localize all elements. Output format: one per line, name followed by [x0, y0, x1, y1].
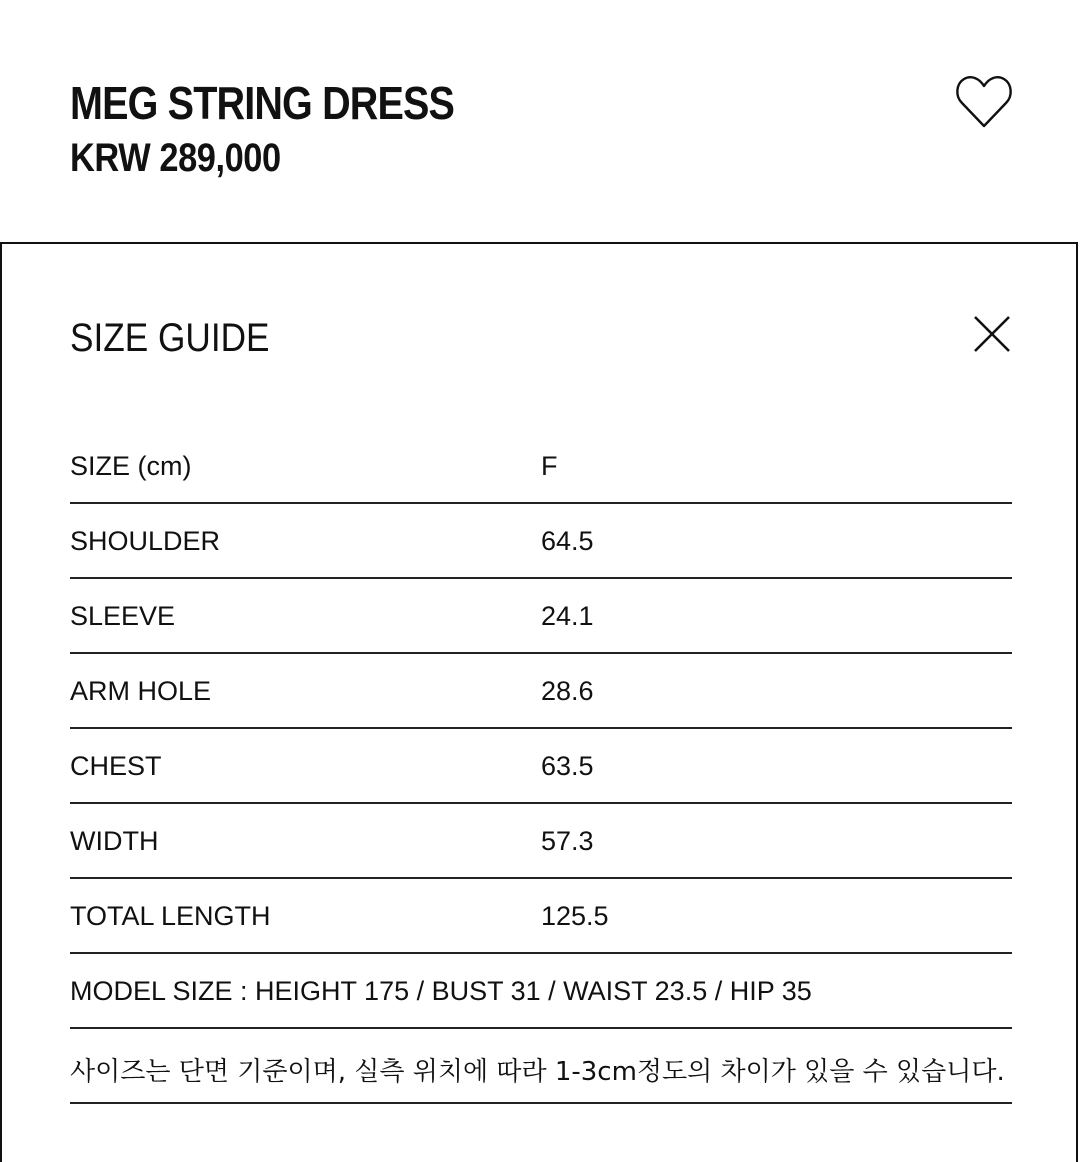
row-value: 28.6	[541, 676, 594, 706]
row-value: 64.5	[541, 526, 594, 556]
row-label: WIDTH	[70, 826, 159, 856]
row-value: 57.3	[541, 826, 594, 856]
size-row-width	[70, 804, 1012, 879]
row-label: TOTAL LENGTH	[70, 901, 271, 931]
size-row-arm-hole	[70, 654, 1012, 729]
model-size-row	[70, 954, 1012, 1029]
product-name: MEG STRING DRESS	[70, 77, 455, 129]
row-label: CHEST	[70, 751, 162, 781]
size-header-label: SIZE (cm)	[70, 451, 192, 481]
heart-outline-icon	[954, 72, 1014, 132]
product-price: KRW 289,000	[70, 136, 281, 180]
row-label: SHOULDER	[70, 526, 221, 556]
size-row-shoulder	[70, 504, 1012, 579]
row-value: 24.1	[541, 601, 594, 631]
row-label: ARM HOLE	[70, 676, 212, 706]
size-row-total-length	[70, 879, 1012, 954]
size-guide-panel	[0, 242, 1078, 1162]
size-table-header	[70, 429, 1012, 504]
size-header-value: F	[541, 451, 558, 481]
close-icon	[972, 314, 1012, 354]
product-header	[0, 0, 1080, 242]
row-label: SLEEVE	[70, 601, 176, 631]
size-row-sleeve	[70, 579, 1012, 654]
size-table	[70, 429, 1012, 1104]
size-note-row	[70, 1029, 1012, 1104]
row-value: 125.5	[541, 901, 609, 931]
model-size-text: MODEL SIZE : HEIGHT 175 / BUST 31 / WAIST 23.5 / HIP 35	[70, 976, 812, 1006]
row-value: 63.5	[541, 751, 594, 781]
close-button[interactable]	[972, 314, 1012, 354]
size-guide-title: SIZE GUIDE	[70, 316, 270, 360]
size-row-chest	[70, 729, 1012, 804]
size-note-text: 사이즈는 단면 기준이며, 실측 위치에 따라 1-3cm정도의 차이가 있을 수 있습니다.	[70, 1057, 1005, 1087]
wishlist-button[interactable]	[954, 72, 1014, 132]
